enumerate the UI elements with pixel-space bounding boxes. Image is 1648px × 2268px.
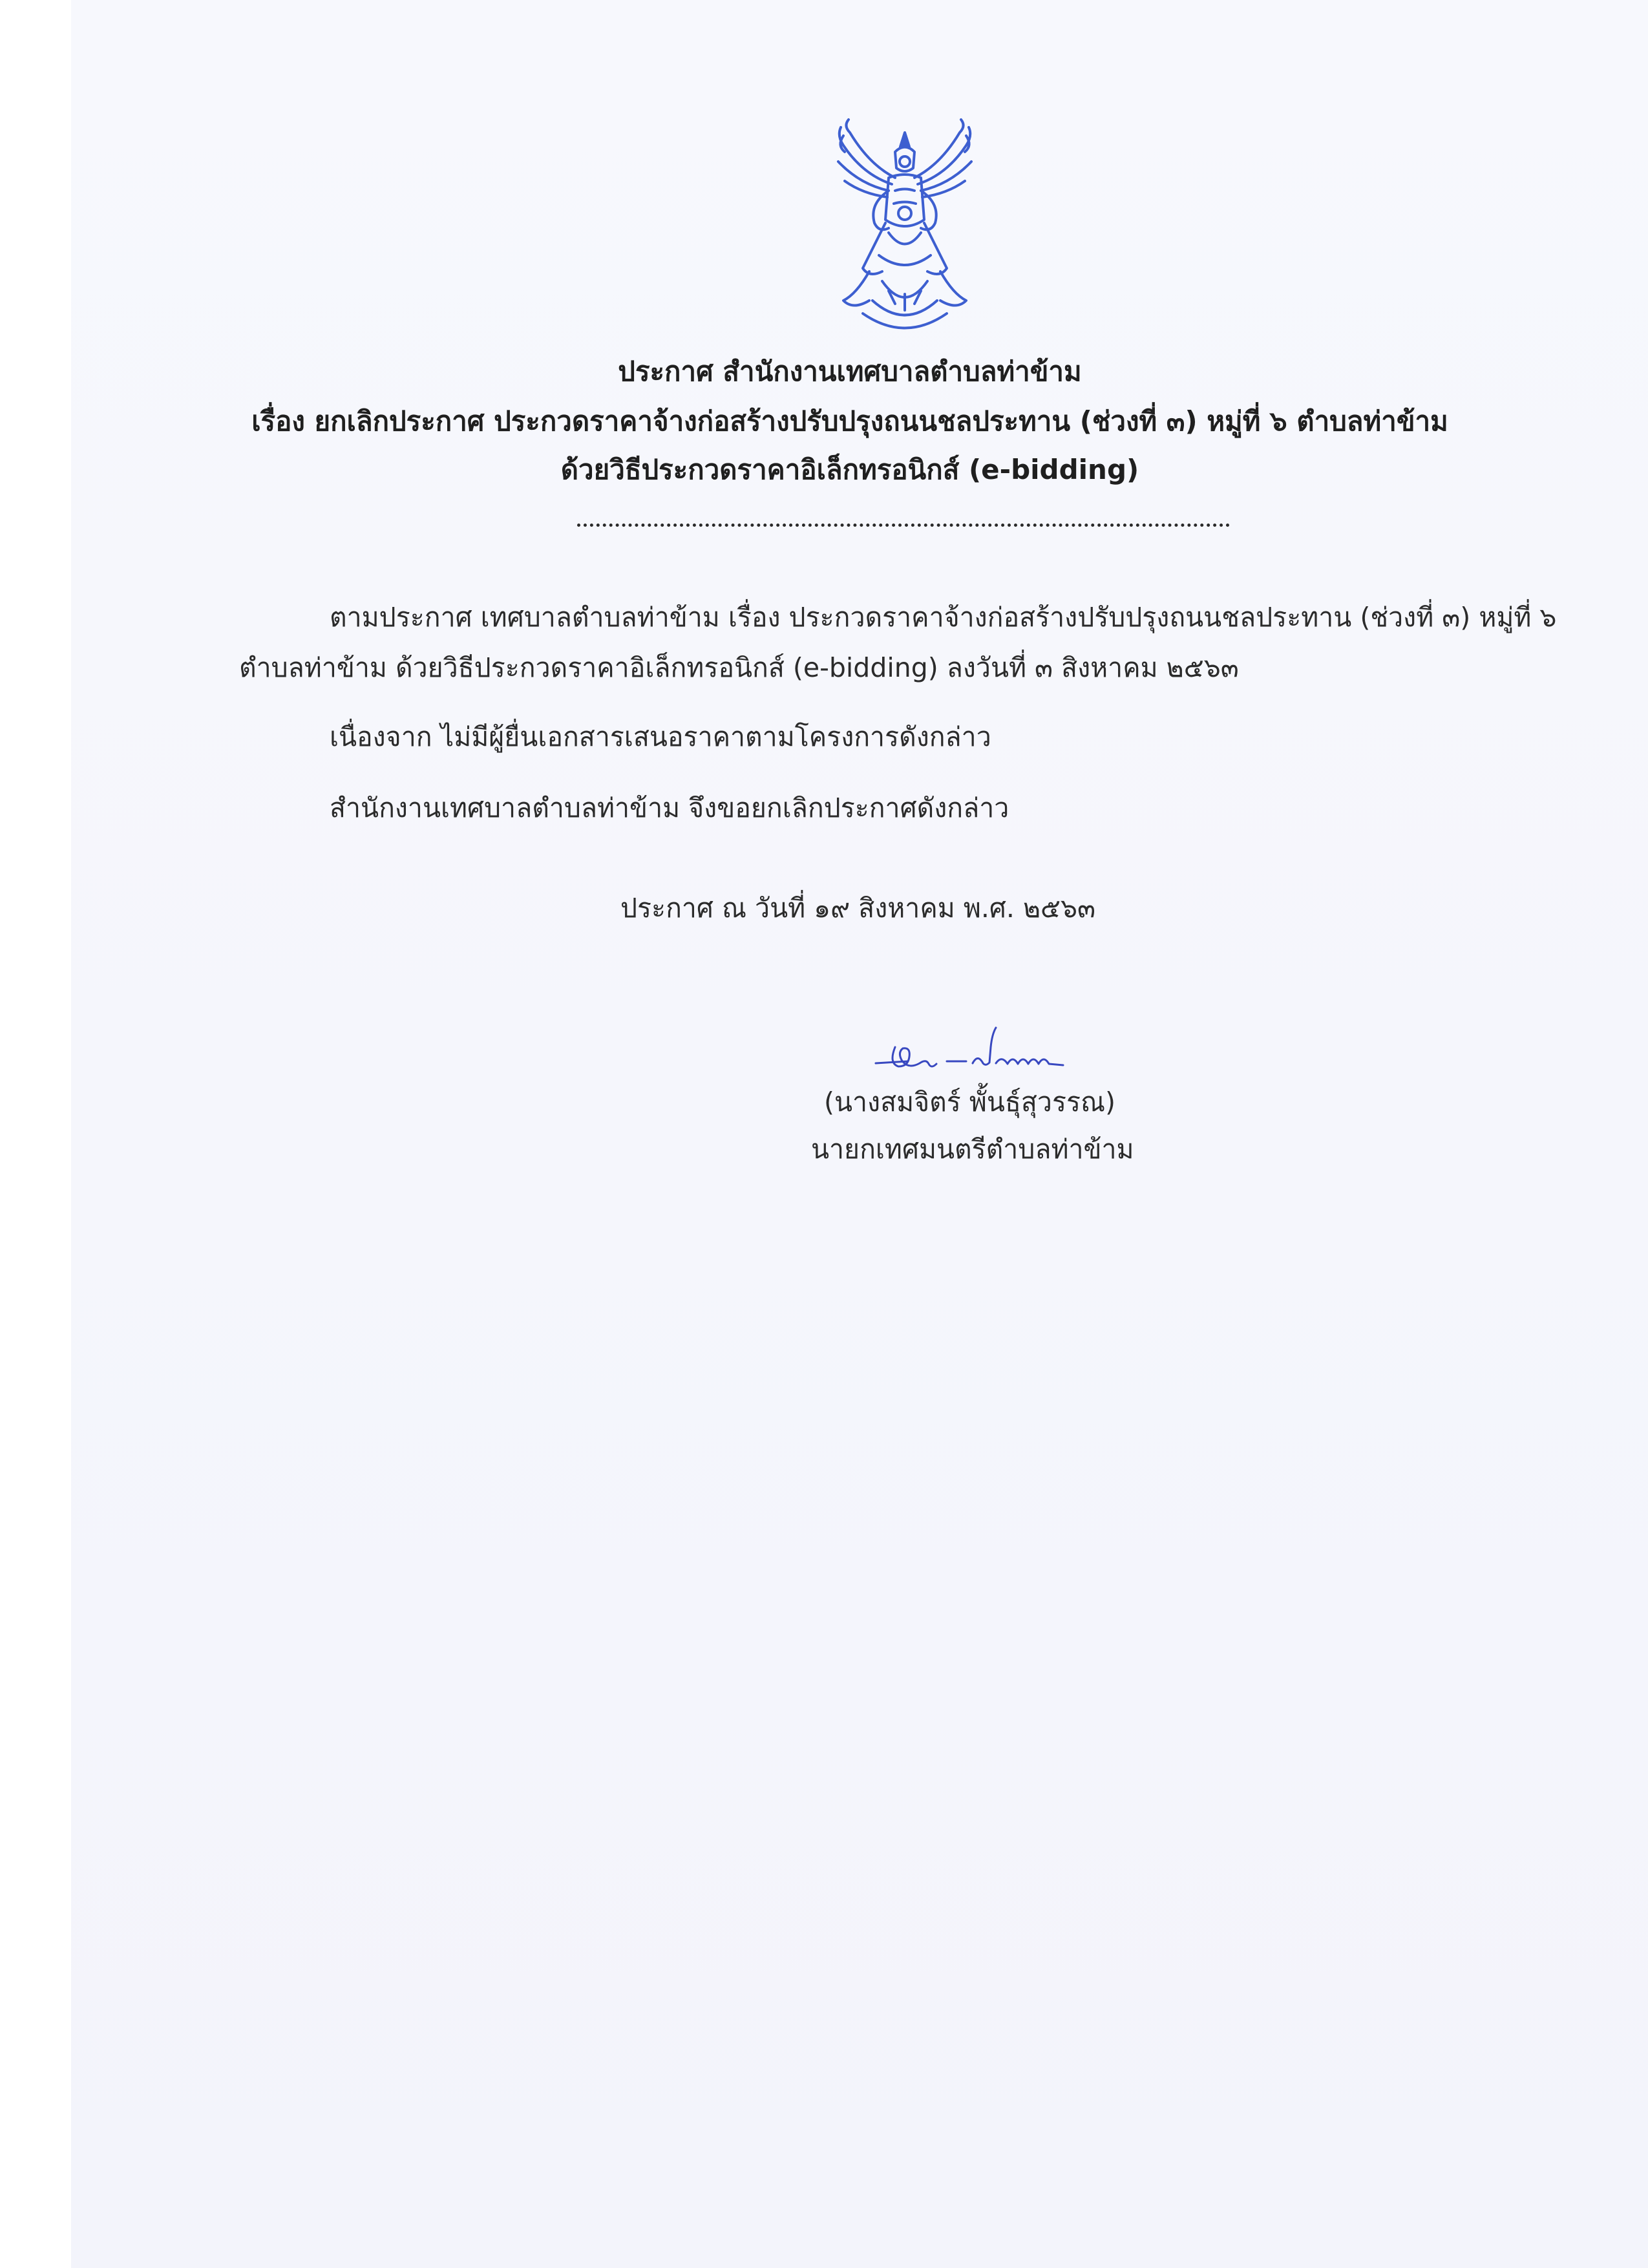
body-paragraph-1-line-2: ตำบลท่าข้าม ด้วยวิธีประกวดราคาอิเล็กทรอนิกส์ (e-bidding) ลงวันที่ ๓ สิงหาคม ๒๕๖๓ xyxy=(239,652,1239,683)
body-paragraph-2: เนื่องจาก ไม่มีผู้ยื่นเอกสารเสนอราคาตามโครงการดังกล่าว xyxy=(330,721,991,752)
body-paragraph-1-line-1: ตามประกาศ เทศบาลตำบลท่าข้าม เรื่อง ประกวดราคาจ้างก่อสร้างปรับปรุงถนนชลประทาน (ช่วงที่ ๓) หมู่ที่ ๖ xyxy=(330,602,1557,633)
announcement-subject: เรื่อง ยกเลิกประกาศ ประกวดราคาจ้างก่อสร้างปรับปรุงถนนชลประทาน (ช่วงที่ ๓) หมู่ที่ ๖ ตำบลท่าข้าม xyxy=(251,405,1448,437)
dotted-divider xyxy=(577,524,1230,527)
announcement-date: ประกาศ ณ วันที่ ๑๙ สิงหาคม พ.ศ. ๒๕๖๓ xyxy=(620,893,1096,924)
signer-position: นายกเทศมนตรีตำบลท่าข้าม xyxy=(811,1134,1134,1165)
signer-name: (นางสมจิตร์ พั้นธุ์สุวรรณ) xyxy=(824,1086,1116,1118)
announcement-title: ประกาศ สำนักงานเทศบาลตำบลท่าข้าม xyxy=(618,355,1082,387)
body-paragraph-3: สำนักงานเทศบาลตำบลท่าข้าม จึงขอยกเลิกประกาศดังกล่าว xyxy=(330,792,1009,823)
garuda-emblem-icon xyxy=(798,107,1011,349)
announcement-method: ด้วยวิธีประกวดราคาอิเล็กทรอนิกส์ (e-bidding) xyxy=(560,454,1139,485)
handwritten-signature xyxy=(869,1002,1102,1086)
